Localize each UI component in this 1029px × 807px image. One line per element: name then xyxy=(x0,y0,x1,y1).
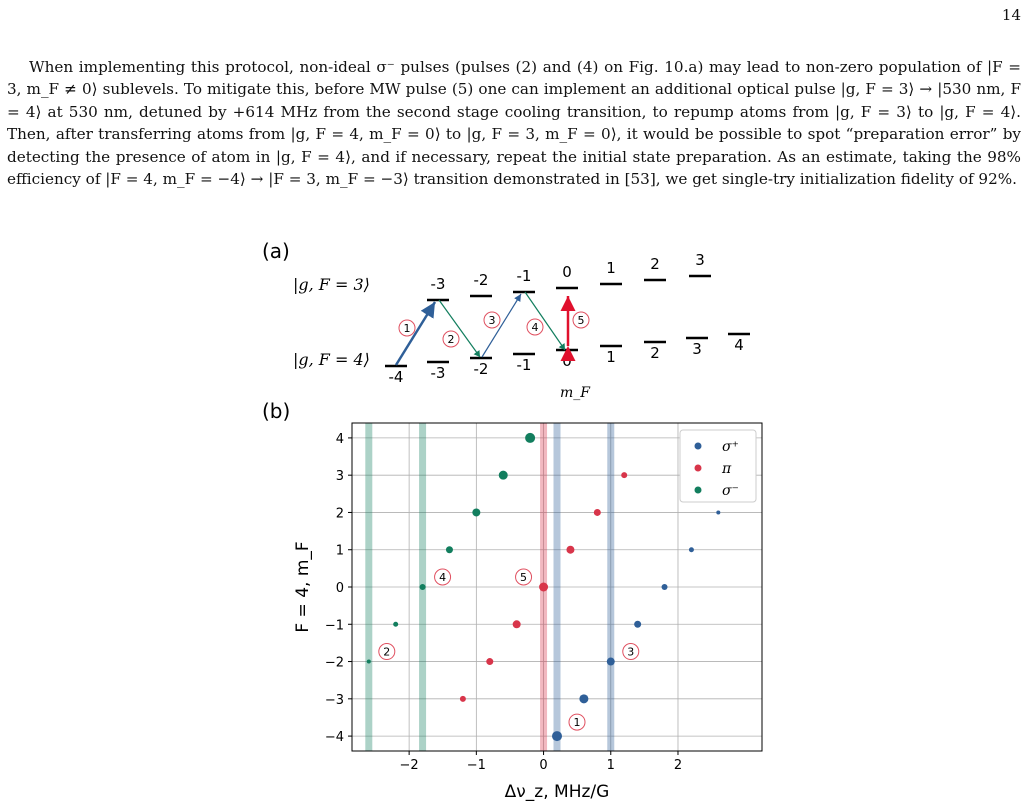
pulse-label-text: 2 xyxy=(447,333,455,346)
legend-box xyxy=(680,430,756,502)
y-tick-label: 0 xyxy=(335,581,344,596)
lower-state-label: |g, F = 4⟩ xyxy=(293,350,370,369)
data-point-sigma_plus xyxy=(634,621,641,628)
y-tick-label: 1 xyxy=(335,543,344,559)
data-point-pi xyxy=(486,658,493,665)
data-point-sigma_minus xyxy=(420,584,426,590)
annotation-2 xyxy=(379,644,395,660)
x-axis-label: Δν_z, MHz/G xyxy=(504,782,610,802)
annotation-text: 5 xyxy=(520,571,528,584)
annotation-text: 3 xyxy=(627,645,635,659)
panel-b-plot xyxy=(293,423,762,802)
mf-axis-label: m_F xyxy=(560,385,590,401)
page-number: 14 xyxy=(1001,6,1021,24)
paragraph-text: When implementing this protocol, non-ideal σ⁻ pulses (pulses (2) and (4) on Fig. 10.a) may lead to non-zero population of |F = 3, m_F ≠ 0⟩ sublevels. To mitigate this, before MW pulse (5) one can implement an additional optical pulse |g, F = 3⟩ → |530 nm, F = 4⟩ at 530 nm, detuned by +614 MHz from the second stage cooling transition, to repump atoms from |g, F = 3⟩ to |g, F = 4⟩. Then, after transferring atoms from |g, F = 4, m_F = 0⟩ to |g, F = 3, m_F = 0⟩, it would be possible to spot “preparation error” by detecting the presence of atom in |g, F = 4⟩, and if necessary, repeat the initial state preparation. As an estimate, taking the 98% efficiency of |F = 4, m_F = −4⟩ → |F = 3, m_F = −3⟩ transition demonstrated in [53], we get single-try initialization fidelity of 92%. xyxy=(7,58,1021,189)
lower-mf-label: 1 xyxy=(606,348,616,366)
data-point-sigma_plus xyxy=(662,584,668,590)
data-point-sigma_minus xyxy=(446,546,453,553)
pulse-label-4 xyxy=(527,319,543,335)
annotation-5 xyxy=(516,569,532,585)
pulse-label-text: 1 xyxy=(403,322,411,335)
y-tick-label: 2 xyxy=(335,506,344,522)
lower-mf-label: 3 xyxy=(692,340,702,358)
upper-mf-label: 2 xyxy=(650,255,660,273)
data-point-sigma_minus xyxy=(393,622,398,627)
pulse-label-1 xyxy=(399,320,415,336)
upper-mf-label: 1 xyxy=(606,259,616,277)
annotation-text: 2 xyxy=(383,645,391,659)
data-point-pi xyxy=(539,583,548,592)
panel-a-level-diagram xyxy=(262,239,750,401)
pulse-label-text: 5 xyxy=(577,314,585,327)
data-point-pi xyxy=(513,620,521,628)
data-point-sigma_minus xyxy=(525,433,535,443)
legend-marker xyxy=(695,443,702,450)
lower-mf-label: -1 xyxy=(516,356,532,374)
legend-marker xyxy=(695,465,702,472)
pulse-label-text: 3 xyxy=(488,314,496,327)
annotation-text: 4 xyxy=(439,571,447,584)
data-point-sigma_plus xyxy=(607,658,615,666)
upper-mf-label: 3 xyxy=(695,251,705,269)
lower-mf-label: -2 xyxy=(473,360,489,378)
data-point-sigma_plus xyxy=(689,547,694,552)
data-point-pi xyxy=(594,509,601,516)
upper-mf-label: -1 xyxy=(516,267,532,285)
pulse-label-5 xyxy=(573,312,589,328)
y-tick-label: 4 xyxy=(335,431,344,447)
pulse-label-text: 4 xyxy=(531,321,539,334)
data-point-sigma_minus xyxy=(367,660,371,664)
annotation-1 xyxy=(569,714,585,730)
legend-label: σ⁻ xyxy=(722,483,739,499)
legend-label: π xyxy=(722,461,732,477)
y-tick-label: 3 xyxy=(335,469,344,485)
lower-mf-label: 4 xyxy=(734,336,744,354)
y-tick-label: −4 xyxy=(324,730,344,746)
pulse-labels xyxy=(399,312,589,347)
upper-mf-label: -2 xyxy=(473,271,489,289)
panel-a-label: (a) xyxy=(262,239,290,263)
annotation-4 xyxy=(435,569,451,585)
pulse-label-3 xyxy=(484,312,500,328)
transition-band xyxy=(607,423,614,751)
y-axis-label: F = 4, m_F xyxy=(293,541,313,633)
lower-mf-label: -4 xyxy=(388,368,404,386)
lower-mf-label: 0 xyxy=(562,352,572,370)
data-point-pi xyxy=(460,696,466,702)
x-tick-label: −1 xyxy=(466,758,486,773)
y-tick-label: −2 xyxy=(324,655,344,671)
x-tick-label: 1 xyxy=(606,758,615,773)
annotation-3 xyxy=(623,644,639,660)
legend xyxy=(680,430,756,502)
data-point-sigma_plus xyxy=(552,731,562,741)
panel-b-label: (b) xyxy=(262,399,291,423)
data-point-sigma_plus xyxy=(716,510,720,514)
x-tick-label: 0 xyxy=(539,758,548,773)
data-point-sigma_minus xyxy=(499,471,508,480)
transition-band xyxy=(365,423,372,751)
upper-mf-label: 0 xyxy=(562,263,572,281)
legend-marker xyxy=(695,487,702,494)
transition-band xyxy=(554,423,561,751)
data-point-pi xyxy=(621,472,627,478)
pulse-2-arrow xyxy=(439,300,480,357)
lower-mf-label: 2 xyxy=(650,344,660,362)
data-point-sigma_plus xyxy=(579,694,588,703)
data-point-sigma_minus xyxy=(472,508,480,516)
pulse-label-2 xyxy=(443,331,459,347)
lower-mf-label: -3 xyxy=(430,364,446,382)
x-tick-label: −2 xyxy=(399,758,419,773)
upper-levels xyxy=(427,251,711,300)
x-tick-label: 2 xyxy=(673,758,683,773)
annotation-text: 1 xyxy=(573,716,581,730)
legend-label: σ⁺ xyxy=(722,439,739,455)
y-tick-label: −3 xyxy=(324,692,344,708)
data-point-pi xyxy=(566,546,574,554)
upper-mf-label: -3 xyxy=(430,275,446,293)
upper-state-label: |g, F = 3⟩ xyxy=(293,275,370,294)
y-tick-label: −1 xyxy=(324,618,344,634)
